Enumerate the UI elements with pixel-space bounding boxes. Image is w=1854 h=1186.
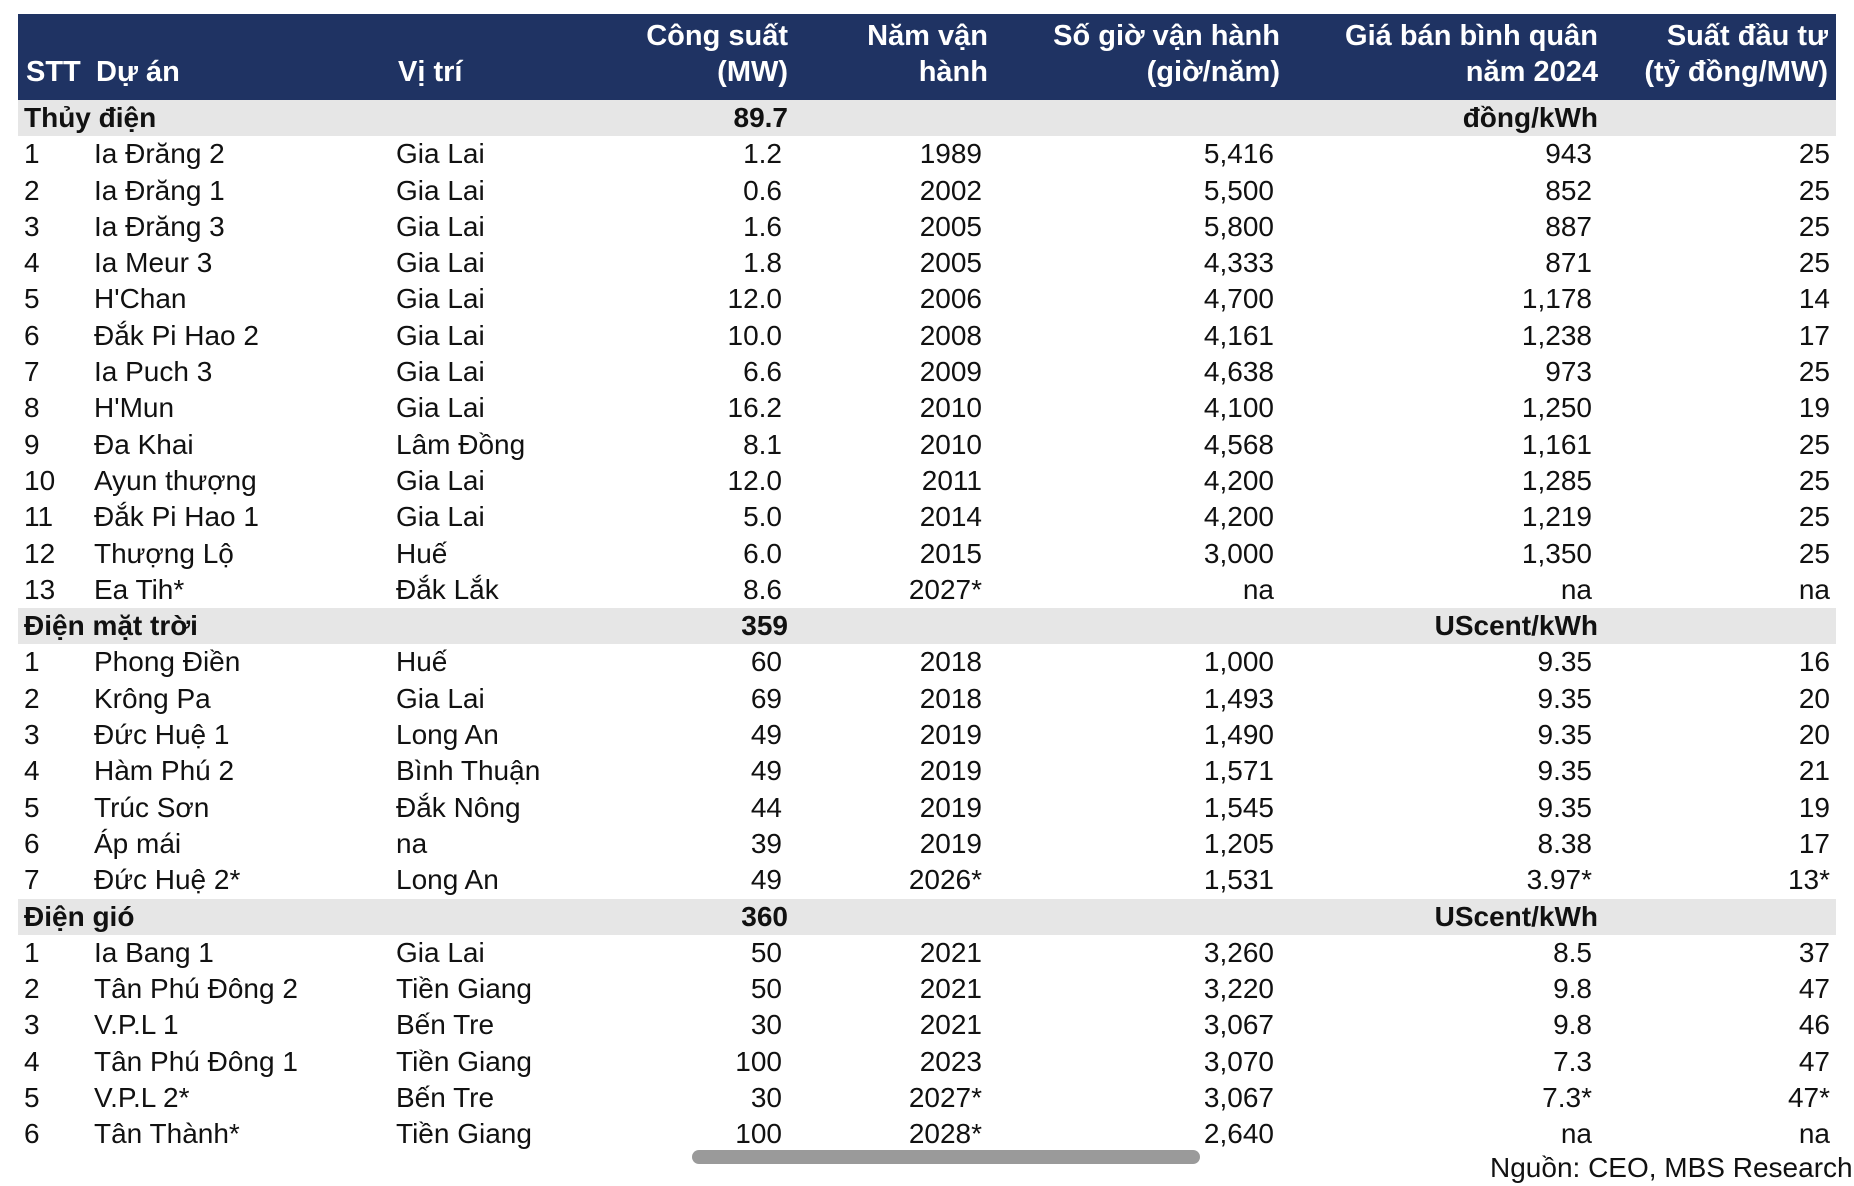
row-hours: 1,490 xyxy=(1203,719,1274,751)
row-price: 9.35 xyxy=(1537,719,1592,751)
row-invest: 19 xyxy=(1798,791,1830,823)
row-location: Gia Lai xyxy=(396,319,485,351)
row-year: 1989 xyxy=(919,138,982,170)
row-price: 7.3 xyxy=(1553,1045,1592,1077)
section-empty xyxy=(796,608,1288,644)
table-row xyxy=(18,1044,1836,1080)
section-total-capacity: 359 xyxy=(630,608,796,644)
row-price: 7.3* xyxy=(1542,1082,1592,1114)
table-row xyxy=(18,681,1836,717)
row-stt: 6 xyxy=(24,319,40,351)
table-row xyxy=(18,499,1836,535)
row-project: V.P.L 2* xyxy=(94,1082,190,1114)
row-capacity: 50 xyxy=(750,973,782,1005)
table-header xyxy=(18,14,1836,100)
row-price: 1,250 xyxy=(1521,392,1592,424)
row-invest: 25 xyxy=(1798,210,1830,242)
row-hours: 3,070 xyxy=(1203,1045,1274,1077)
row-price: 9.35 xyxy=(1537,791,1592,823)
row-year: 2027* xyxy=(908,573,982,605)
row-location: Tiền Giang xyxy=(396,1045,532,1077)
header-hours-line2: (giờ/năm) xyxy=(996,54,1288,100)
row-project: Ia Đrăng 3 xyxy=(94,210,225,242)
header-empty xyxy=(390,14,630,54)
row-invest: na xyxy=(1798,1118,1830,1150)
header-price-line2: năm 2024 xyxy=(1288,54,1606,100)
row-hours: 3,260 xyxy=(1203,936,1274,968)
row-invest: 25 xyxy=(1798,174,1830,206)
row-stt: 2 xyxy=(24,682,40,714)
row-invest: 17 xyxy=(1798,827,1830,859)
row-capacity: 5.0 xyxy=(743,501,782,533)
row-price: 943 xyxy=(1545,138,1592,170)
row-project: Ia Bang 1 xyxy=(94,936,214,968)
row-stt: 5 xyxy=(24,283,40,315)
row-location: Lâm Đồng xyxy=(396,428,526,460)
row-hours: 4,638 xyxy=(1203,356,1274,388)
row-location: na xyxy=(396,827,428,859)
row-year: 2021 xyxy=(919,973,982,1005)
row-year: 2018 xyxy=(919,682,982,714)
row-hours: 3,220 xyxy=(1203,973,1274,1005)
table-row xyxy=(18,1080,1836,1116)
section-total-capacity: 89.7 xyxy=(630,100,796,136)
row-capacity: 44 xyxy=(750,791,782,823)
row-stt: 8 xyxy=(24,392,40,424)
header-invest-line1: Suất đầu tư xyxy=(1606,14,1836,54)
row-year: 2019 xyxy=(919,827,982,859)
row-hours: 1,205 xyxy=(1203,827,1274,859)
row-invest: 25 xyxy=(1798,464,1830,496)
row-capacity: 1.6 xyxy=(743,210,782,242)
row-year: 2011 xyxy=(921,464,982,496)
row-project: Đa Khai xyxy=(94,428,194,460)
header-invest-line2: (tỷ đồng/MW) xyxy=(1606,54,1836,100)
row-stt: 6 xyxy=(24,827,40,859)
row-invest: 25 xyxy=(1798,247,1830,279)
row-project: Ia Đrăng 1 xyxy=(94,174,225,206)
row-project: Tân Thành* xyxy=(94,1118,240,1150)
row-price: 973 xyxy=(1545,356,1592,388)
row-invest: 19 xyxy=(1798,392,1830,424)
table-row xyxy=(18,572,1836,608)
row-hours: 1,000 xyxy=(1203,646,1274,678)
row-location: Huế xyxy=(396,537,448,569)
table-row xyxy=(18,318,1836,354)
row-invest: 47 xyxy=(1798,1045,1830,1077)
header-capacity-line2: (MW) xyxy=(630,54,796,100)
section-header-row xyxy=(18,100,1836,136)
power-projects-table xyxy=(18,14,1836,1153)
row-location: Gia Lai xyxy=(396,174,485,206)
row-invest: na xyxy=(1798,573,1830,605)
row-hours: 1,531 xyxy=(1203,864,1274,896)
row-stt: 3 xyxy=(24,719,40,751)
row-stt: 3 xyxy=(24,1009,40,1041)
row-stt: 7 xyxy=(24,356,40,388)
row-year: 2005 xyxy=(919,247,982,279)
row-hours: 3,067 xyxy=(1203,1082,1274,1114)
row-hours: 5,416 xyxy=(1203,138,1274,170)
row-price: 1,350 xyxy=(1521,537,1592,569)
row-invest: 13* xyxy=(1787,864,1830,896)
row-hours: na xyxy=(1242,573,1274,605)
horizontal-scrollbar[interactable] xyxy=(692,1150,1200,1164)
row-hours: 4,568 xyxy=(1203,428,1274,460)
source-note: Nguồn: CEO, MBS Research xyxy=(1490,1152,1853,1183)
row-capacity: 6.0 xyxy=(743,537,782,569)
header-location: Vị trí xyxy=(390,54,630,100)
row-location: Tiền Giang xyxy=(396,1118,532,1150)
row-year: 2026* xyxy=(908,864,982,896)
row-invest: 47 xyxy=(1798,973,1830,1005)
row-hours: 4,161 xyxy=(1203,319,1274,351)
row-project: Ia Meur 3 xyxy=(94,247,213,279)
row-hours: 4,333 xyxy=(1203,247,1274,279)
section-title: Điện mặt trời xyxy=(18,608,630,644)
table-row xyxy=(18,935,1836,971)
header-empty xyxy=(88,14,390,54)
header-capacity-line1: Công suất xyxy=(630,14,796,54)
row-invest: 37 xyxy=(1798,936,1830,968)
section-header-row xyxy=(18,899,1836,935)
row-project: Đức Huệ 2* xyxy=(94,864,241,896)
row-hours: 3,000 xyxy=(1203,537,1274,569)
row-project: Tân Phú Đông 2 xyxy=(94,973,298,1005)
section-price-unit: UScent/kWh xyxy=(1288,899,1606,935)
row-location: Huế xyxy=(396,646,448,678)
row-capacity: 49 xyxy=(750,755,782,787)
row-project: Phong Điền xyxy=(94,646,241,678)
row-capacity: 10.0 xyxy=(727,319,782,351)
row-stt: 4 xyxy=(24,1045,40,1077)
row-capacity: 8.1 xyxy=(743,428,782,460)
row-stt: 12 xyxy=(24,537,56,569)
row-hours: 2,640 xyxy=(1203,1118,1274,1150)
row-capacity: 50 xyxy=(750,936,782,968)
row-hours: 4,200 xyxy=(1203,501,1274,533)
section-empty xyxy=(796,899,1288,935)
row-location: Bến Tre xyxy=(396,1082,495,1114)
row-price: 1,285 xyxy=(1521,464,1592,496)
row-invest: 25 xyxy=(1798,138,1830,170)
row-hours: 4,200 xyxy=(1203,464,1274,496)
row-invest: 20 xyxy=(1798,682,1830,714)
row-capacity: 100 xyxy=(735,1045,782,1077)
header-year-line2: hành xyxy=(796,54,996,100)
row-hours: 5,500 xyxy=(1203,174,1274,206)
row-project: Đắk Pi Hao 2 xyxy=(94,319,259,351)
row-price: 8.5 xyxy=(1553,936,1592,968)
row-capacity: 12.0 xyxy=(727,283,782,315)
row-stt: 7 xyxy=(24,864,40,896)
row-stt: 10 xyxy=(24,464,56,496)
row-price: na xyxy=(1560,1118,1592,1150)
row-location: Đắk Lắk xyxy=(396,573,499,605)
row-capacity: 16.2 xyxy=(727,392,782,424)
row-stt: 1 xyxy=(24,138,40,170)
table-row xyxy=(18,644,1836,680)
row-location: Gia Lai xyxy=(396,464,485,496)
row-capacity: 30 xyxy=(750,1082,782,1114)
row-location: Gia Lai xyxy=(396,392,485,424)
row-capacity: 60 xyxy=(750,646,782,678)
header-project: Dự án xyxy=(88,54,390,100)
row-stt: 4 xyxy=(24,247,40,279)
row-stt: 4 xyxy=(24,755,40,787)
section-price-unit: đồng/kWh xyxy=(1288,100,1606,136)
header-price-line1: Giá bán bình quân xyxy=(1288,14,1606,54)
row-price: na xyxy=(1560,573,1592,605)
row-price: 1,161 xyxy=(1521,428,1592,460)
row-project: Thượng Lộ xyxy=(94,537,234,569)
row-year: 2009 xyxy=(919,356,982,388)
row-invest: 25 xyxy=(1798,501,1830,533)
row-invest: 20 xyxy=(1798,719,1830,751)
row-price: 9.8 xyxy=(1553,973,1592,1005)
row-project: H'Mun xyxy=(94,392,175,424)
row-invest: 47* xyxy=(1787,1082,1830,1114)
row-stt: 2 xyxy=(24,174,40,206)
row-hours: 4,100 xyxy=(1203,392,1274,424)
row-price: 9.35 xyxy=(1537,646,1592,678)
row-stt: 5 xyxy=(24,1082,40,1114)
row-capacity: 49 xyxy=(750,719,782,751)
row-year: 2015 xyxy=(919,537,982,569)
section-title: Thủy điện xyxy=(18,100,630,136)
row-stt: 13 xyxy=(24,573,56,605)
row-project: Ayun thượng xyxy=(94,464,257,496)
section-empty xyxy=(1606,100,1836,136)
table-row xyxy=(18,390,1836,426)
row-hours: 1,493 xyxy=(1203,682,1274,714)
row-project: Áp mái xyxy=(94,827,182,859)
row-location: Gia Lai xyxy=(396,682,485,714)
row-location: Gia Lai xyxy=(396,138,485,170)
row-project: V.P.L 1 xyxy=(94,1009,179,1041)
row-price: 8.38 xyxy=(1537,827,1592,859)
row-project: H'Chan xyxy=(94,283,187,315)
row-price: 887 xyxy=(1545,210,1592,242)
row-project: Trúc Sơn xyxy=(94,791,210,823)
table-row xyxy=(18,463,1836,499)
table-row xyxy=(18,826,1836,862)
header-stt: STT xyxy=(18,54,88,100)
table-row xyxy=(18,209,1836,245)
row-year: 2021 xyxy=(919,936,982,968)
section-empty xyxy=(1606,608,1836,644)
row-project: Đức Huệ 1 xyxy=(94,719,230,751)
row-location: Gia Lai xyxy=(396,210,485,242)
row-capacity: 30 xyxy=(750,1009,782,1041)
row-location: Gia Lai xyxy=(396,247,485,279)
row-capacity: 49 xyxy=(750,864,782,896)
row-invest: 17 xyxy=(1798,319,1830,351)
row-location: Bình Thuận xyxy=(396,755,541,787)
row-year: 2019 xyxy=(919,719,982,751)
section-empty xyxy=(796,100,1288,136)
row-stt: 1 xyxy=(24,936,40,968)
row-capacity: 12.0 xyxy=(727,464,782,496)
row-capacity: 1.2 xyxy=(743,138,782,170)
row-location: Tiền Giang xyxy=(396,973,532,1005)
table-row xyxy=(18,971,1836,1007)
row-price: 1,238 xyxy=(1521,319,1592,351)
row-stt: 6 xyxy=(24,1118,40,1150)
section-empty xyxy=(1606,899,1836,935)
row-year: 2023 xyxy=(919,1045,982,1077)
row-project: Ea Tih* xyxy=(94,573,185,605)
table-row xyxy=(18,862,1836,898)
row-year: 2008 xyxy=(919,319,982,351)
row-year: 2021 xyxy=(919,1009,982,1041)
row-invest: 25 xyxy=(1798,356,1830,388)
table-row xyxy=(18,136,1836,172)
row-price: 871 xyxy=(1545,247,1592,279)
section-title: Điện gió xyxy=(18,899,630,935)
row-stt: 9 xyxy=(24,428,40,460)
row-capacity: 39 xyxy=(750,827,782,859)
row-location: Gia Lai xyxy=(396,283,485,315)
row-invest: 14 xyxy=(1798,283,1830,315)
row-year: 2005 xyxy=(919,210,982,242)
row-year: 2006 xyxy=(919,283,982,315)
row-location: Bến Tre xyxy=(396,1009,495,1041)
row-location: Đắk Nông xyxy=(396,791,521,823)
row-capacity: 6.6 xyxy=(743,356,782,388)
row-price: 1,178 xyxy=(1521,283,1592,315)
section-header-row xyxy=(18,608,1836,644)
row-hours: 1,545 xyxy=(1203,791,1274,823)
table-row xyxy=(18,427,1836,463)
row-year: 2018 xyxy=(919,646,982,678)
table-body xyxy=(18,100,1836,1153)
row-capacity: 69 xyxy=(750,682,782,714)
row-project: Tân Phú Đông 1 xyxy=(94,1045,298,1077)
row-location: Gia Lai xyxy=(396,501,485,533)
row-price: 9.8 xyxy=(1553,1009,1592,1041)
row-stt: 1 xyxy=(24,646,40,678)
row-hours: 1,571 xyxy=(1203,755,1274,787)
row-capacity: 1.8 xyxy=(743,247,782,279)
table-row xyxy=(18,245,1836,281)
row-invest: 46 xyxy=(1798,1009,1830,1041)
row-location: Long An xyxy=(396,864,499,896)
row-location: Gia Lai xyxy=(396,936,485,968)
row-project: Hàm Phú 2 xyxy=(94,755,235,787)
row-year: 2010 xyxy=(919,392,982,424)
header-hours-line1: Số giờ vận hành xyxy=(996,14,1288,54)
row-hours: 4,700 xyxy=(1203,283,1274,315)
row-year: 2028* xyxy=(908,1118,982,1150)
table-row xyxy=(18,281,1836,317)
row-project: Ia Đrăng 2 xyxy=(94,138,225,170)
row-price: 9.35 xyxy=(1537,682,1592,714)
section-price-unit: UScent/kWh xyxy=(1288,608,1606,644)
row-hours: 3,067 xyxy=(1203,1009,1274,1041)
row-year: 2010 xyxy=(919,428,982,460)
row-capacity: 100 xyxy=(735,1118,782,1150)
row-price: 3.97* xyxy=(1526,864,1592,896)
table-row xyxy=(18,536,1836,572)
row-price: 1,219 xyxy=(1521,501,1592,533)
row-stt: 3 xyxy=(24,210,40,242)
table-row xyxy=(18,717,1836,753)
row-year: 2014 xyxy=(919,501,982,533)
row-project: Ia Puch 3 xyxy=(94,356,213,388)
header-year-line1: Năm vận xyxy=(796,14,996,54)
row-year: 2019 xyxy=(919,755,982,787)
header-empty xyxy=(18,14,88,54)
row-hours: 5,800 xyxy=(1203,210,1274,242)
row-location: Long An xyxy=(396,719,499,751)
row-project: Đắk Pi Hao 1 xyxy=(94,501,259,533)
row-capacity: 8.6 xyxy=(743,573,782,605)
row-price: 852 xyxy=(1545,174,1592,206)
row-capacity: 0.6 xyxy=(743,174,782,206)
table-row xyxy=(18,1116,1836,1152)
row-stt: 2 xyxy=(24,973,40,1005)
row-project: Krông Pa xyxy=(94,682,211,714)
row-year: 2019 xyxy=(919,791,982,823)
table-row xyxy=(18,354,1836,390)
row-invest: 16 xyxy=(1798,646,1830,678)
row-location: Gia Lai xyxy=(396,356,485,388)
table-row xyxy=(18,790,1836,826)
table-row xyxy=(18,173,1836,209)
row-year: 2027* xyxy=(908,1082,982,1114)
row-stt: 5 xyxy=(24,791,40,823)
table-row xyxy=(18,1007,1836,1043)
section-total-capacity: 360 xyxy=(630,899,796,935)
row-invest: 25 xyxy=(1798,537,1830,569)
row-stt: 11 xyxy=(24,501,54,533)
row-invest: 25 xyxy=(1798,428,1830,460)
row-invest: 21 xyxy=(1798,755,1830,787)
row-price: 9.35 xyxy=(1537,755,1592,787)
table-row xyxy=(18,753,1836,789)
row-year: 2002 xyxy=(919,174,982,206)
